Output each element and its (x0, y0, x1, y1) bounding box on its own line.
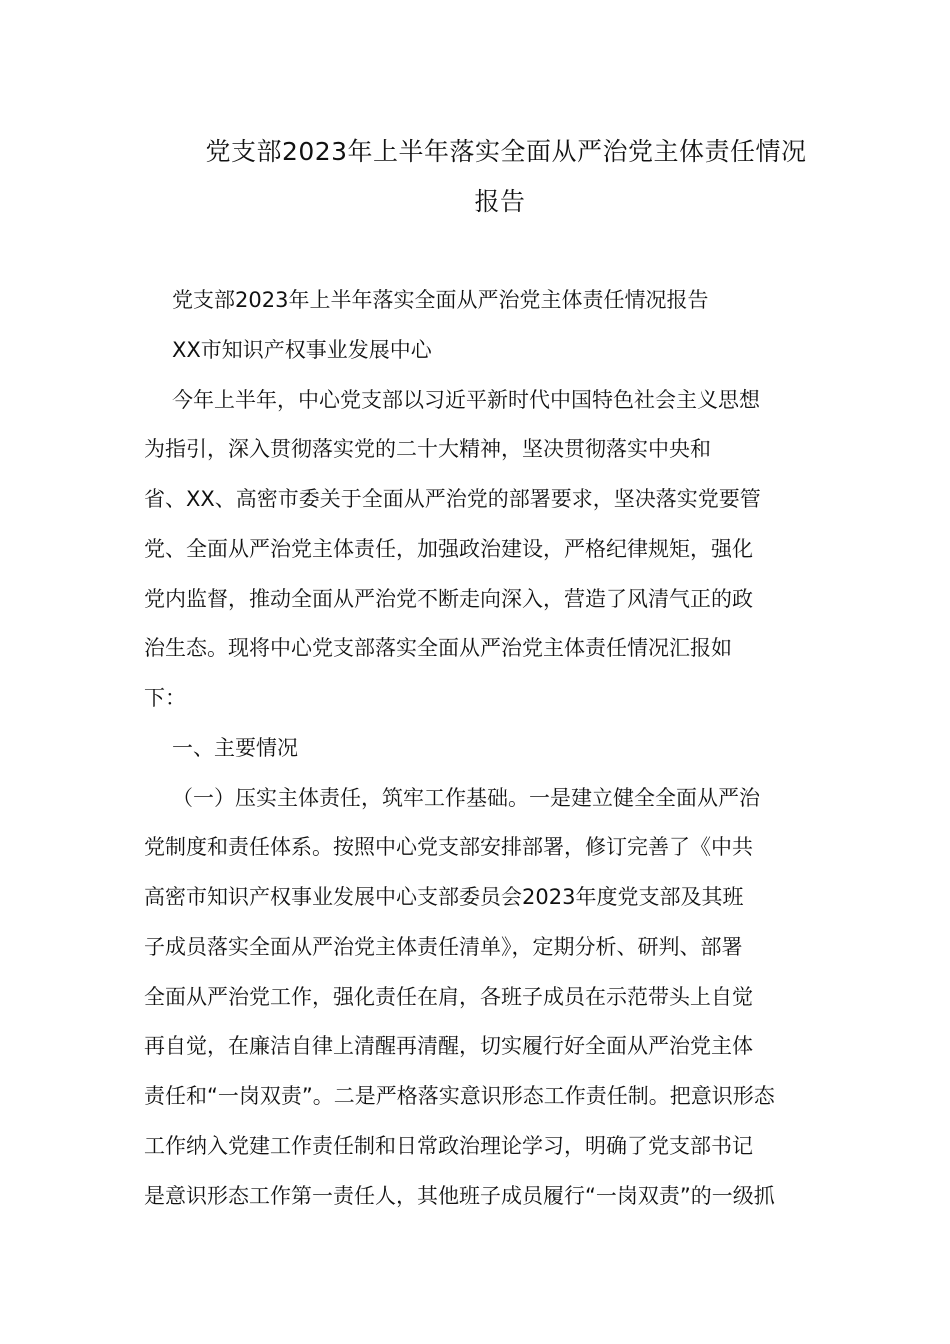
paragraph-line: 是意识形态工作第一责任人，其他班子成员履行“一岗双责”的一级抓 (144, 1184, 775, 1208)
paragraph-line: 党、全面从严治党主体责任，加强政治建设，严格纪律规矩，强化 (144, 537, 753, 561)
paragraph-line: 治生态。现将中心党支部落实全面从严治党主体责任情况汇报如 (144, 636, 732, 660)
paragraph-line: 下： (144, 686, 186, 710)
paragraph-line: 全面从严治党工作，强化责任在肩，各班子成员在示范带头上自觉 (144, 985, 753, 1009)
document-title-line-1: 党支部2023年上半年落实全面从严治党主体责任情况 (205, 137, 807, 166)
paragraph-line: 为指引，深入贯彻落实党的二十大精神，坚决贯彻落实中央和 (144, 437, 711, 461)
paragraph-line: 子成员落实全面从严治党主体责任清单》，定期分析、研判、部署 (144, 935, 743, 959)
paragraph-line: 省、XX、高密市委关于全面从严治党的部署要求，坚决落实党要管 (144, 487, 761, 511)
paragraph-line: 党制度和责任体系。按照中心党支部安排部署，修订完善了《中共 (144, 835, 753, 859)
section-heading: 一、主要情况 (172, 736, 298, 760)
organization-name: XX市知识产权事业发展中心 (172, 338, 432, 362)
paragraph-line: 高密市知识产权事业发展中心支部委员会2023年度党支部及其班 (144, 885, 744, 909)
document-title-line-2: 报告 (474, 187, 526, 216)
paragraph-line: 再自觉，在廉洁自律上清醒再清醒，切实履行好全面从严治党主体 (144, 1034, 753, 1058)
paragraph-line: 今年上半年，中心党支部以习近平新时代中国特色社会主义思想 (172, 388, 760, 412)
paragraph-line: （一）压实主体责任，筑牢工作基础。一是建立健全全面从严治 (172, 786, 760, 810)
paragraph-line: 责任和“一岗双责”。二是严格落实意识形态工作责任制。把意识形态 (144, 1084, 775, 1108)
paragraph-line: 党内监督，推动全面从严治党不断走向深入，营造了风清气正的政 (144, 587, 753, 611)
report-subtitle: 党支部2023年上半年落实全面从严治党主体责任情况报告 (172, 288, 709, 312)
paragraph-line: 工作纳入党建工作责任制和日常政治理论学习，明确了党支部书记 (144, 1134, 753, 1158)
